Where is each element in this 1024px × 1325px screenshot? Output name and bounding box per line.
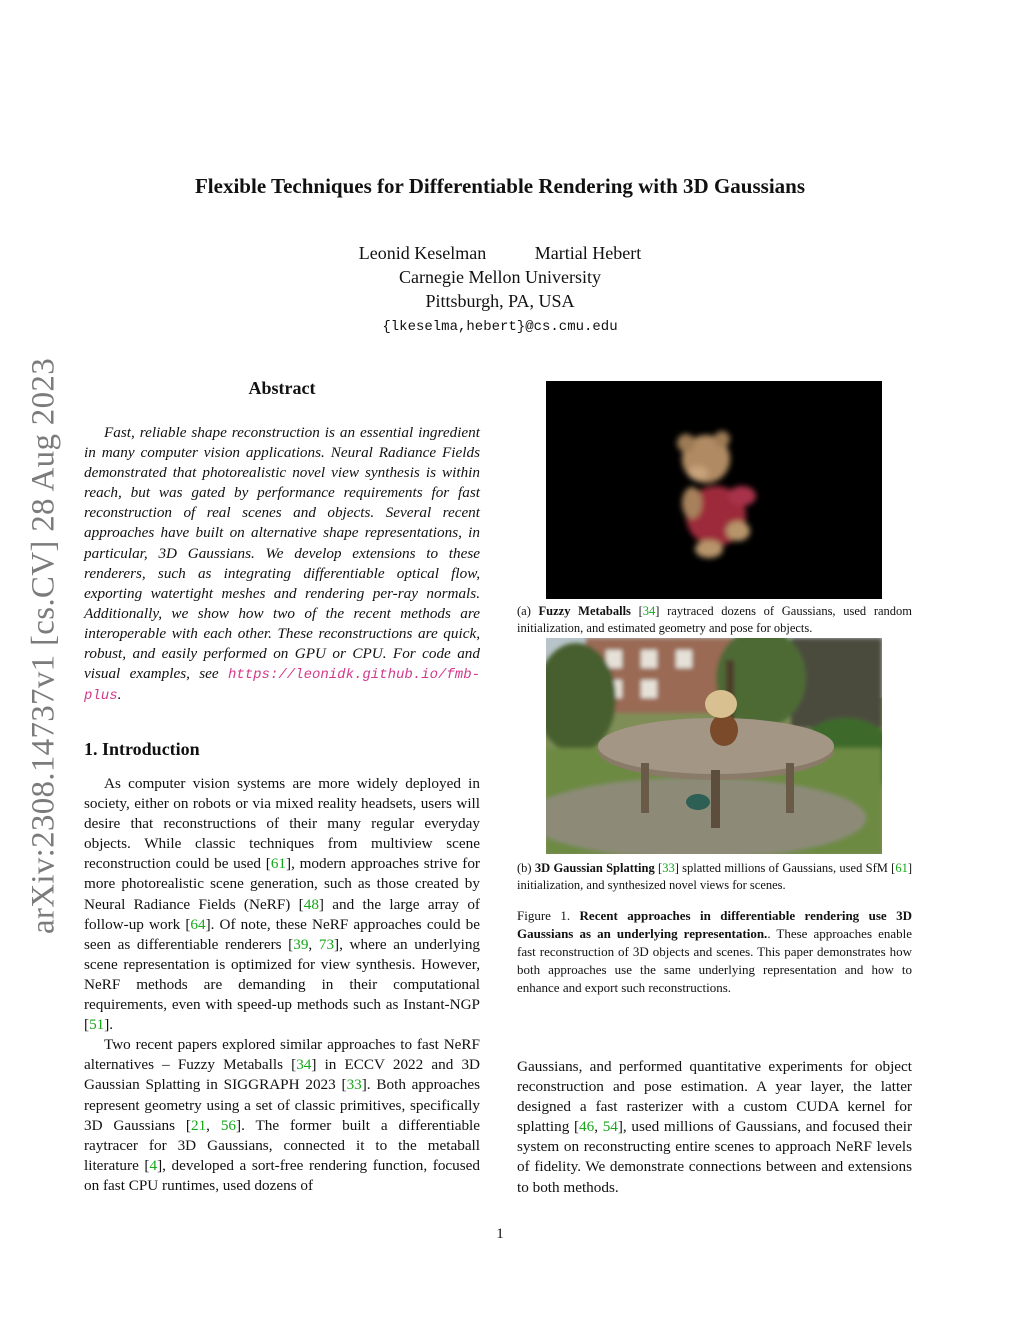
citation-link[interactable]: 54 xyxy=(602,1118,618,1136)
figure-1b-garden-scene xyxy=(546,638,882,854)
introduction-body xyxy=(84,774,480,1196)
author-email[interactable]: {lkeselma,hebert}@cs.cmu.edu xyxy=(382,319,618,335)
figure-1a-teddy-bear-render xyxy=(546,381,882,599)
citation-link[interactable]: 46 xyxy=(579,1118,595,1136)
citation-link[interactable]: 34 xyxy=(296,1056,312,1074)
author-block xyxy=(0,241,1000,339)
author-name: Martial Hebert xyxy=(534,243,642,263)
citation-link[interactable]: 61 xyxy=(895,861,908,875)
intro-paragraph: Two recent papers explored similar approaches to fast NeRF alternatives – Fuzzy Metaballs [34] in ECCV 2022 and 3D Gaussian Splatting in SIGGRAPH 2023 [33]. Both approaches represent geometry using a set of classic primitives, specifically 3D Gaussians [21, 56]. The former built a differentiable raytracer for 3D Gaussians, connected it to the metaball literature [4], developed a sort-free rendering function, focused on fast CPU runtimes, used dozens of xyxy=(84,1036,481,1194)
abstract-end: . xyxy=(117,686,122,704)
citation-link[interactable]: 33 xyxy=(346,1076,362,1094)
abstract-body xyxy=(84,423,480,706)
citation-link[interactable]: 4 xyxy=(149,1156,158,1174)
citation-link[interactable]: 21 xyxy=(190,1116,207,1134)
author-names xyxy=(0,241,1000,265)
figure-1b-caption: (b) 3D Gaussian Splatting [33] splatted millions of Gaussians, used SfM [61] initialization, and synthesized novel views for scenes. xyxy=(517,861,912,892)
teddy-bear-image xyxy=(546,381,882,599)
citation-link[interactable]: 73 xyxy=(318,935,335,953)
author-name: Leonid Keselman xyxy=(358,243,487,263)
project-link[interactable]: https://leonidk.github.io/fmb-plus xyxy=(84,667,480,705)
intro-paragraph: As computer vision systems are more widely deployed in society, either on robots or via mixed reality headsets, users will desire that reconstructions of their many regular everyday objects. While classic techniques from multiview scene reconstruction could be used [61], modern approaches strive for more photorealistic scene generation, such as those created by Neural Radiance Fields (NeRF) [48] and the large array of follow-up work [64]. Of note, these NeRF approaches could be seen as differentiable renderers [39, 73], where an underlying scene representation is optimized for view synthesis. However, NeRF methods are demanding in their computational requirements, even with speed-up methods such as Instant-NGP [51]. xyxy=(84,775,481,1034)
arxiv-stamp: arXiv:2308.14737v1 [cs.CV] 28 Aug 2023 xyxy=(25,357,62,935)
page-number: 1 xyxy=(496,1226,504,1242)
citation-link[interactable]: 48 xyxy=(303,895,319,913)
citation-link[interactable]: 39 xyxy=(293,935,309,953)
figure-1-caption: Figure 1. Recent approaches in differentiable rendering use 3D Gaussians as an underlying representation.. These approaches enable fast reconstruction of 3D objects and scenes. This paper demonstrates how both approaches use the same underlying representation and how to enhance and export such reconstructions. xyxy=(517,908,912,995)
abstract-heading: Abstract xyxy=(248,378,316,398)
citation-link[interactable]: 64 xyxy=(190,915,206,933)
citation-link[interactable]: 56 xyxy=(220,1116,237,1134)
abstract-text: Fast, reliable shape reconstruction is an essential ingredient in many computer vision applications. Neural Radiance Fields demonstrated that photorealistic novel view synthesis is within reach, but was gated by performance requirements for fast reconstruction of real scenes and objects. Several recent approaches have built on alternative shape representations, in particular, 3D Gaussians. We develop extensions to these renderers, such as integrating differentiable optical flow, exporting watertight meshes and rendering per-ray normals. Additionally, we show how two of the recent methods are interoperable with each other. These reconstructions are quick, robust, and easily performed on GPU or CPU. For code and visual examples, see xyxy=(84,424,480,683)
citation-link[interactable]: 34 xyxy=(642,604,656,618)
introduction-heading: 1. Introduction xyxy=(84,739,200,759)
citation-link[interactable]: 51 xyxy=(89,1016,105,1034)
citation-link[interactable]: 61 xyxy=(270,855,287,873)
right-column-text: Gaussians, and performed quantitative experiments for object reconstruction and pose estimation. A year layer, the latter designed a fast rasterizer with a custom CUDA kernel for splatting [46, 54], used millions of Gaussians, and focused their system on reconstructing entire scenes to approach NeRF levels of fidelity. We demonstrate connections between and extensions to both methods. xyxy=(517,1058,913,1196)
location: Pittsburgh, PA, USA xyxy=(425,291,575,311)
citation-link[interactable]: 33 xyxy=(662,861,675,875)
figure-1a-caption: (a) Fuzzy Metaballs [34] raytraced dozens of Gaussians, used random initialization, and estimated geometry and pose for objects. xyxy=(517,604,912,635)
affiliation: Carnegie Mellon University xyxy=(399,267,601,287)
paper-title: Flexible Techniques for Differentiable Rendering with 3D Gaussians xyxy=(194,174,805,198)
garden-table-image xyxy=(546,638,882,854)
